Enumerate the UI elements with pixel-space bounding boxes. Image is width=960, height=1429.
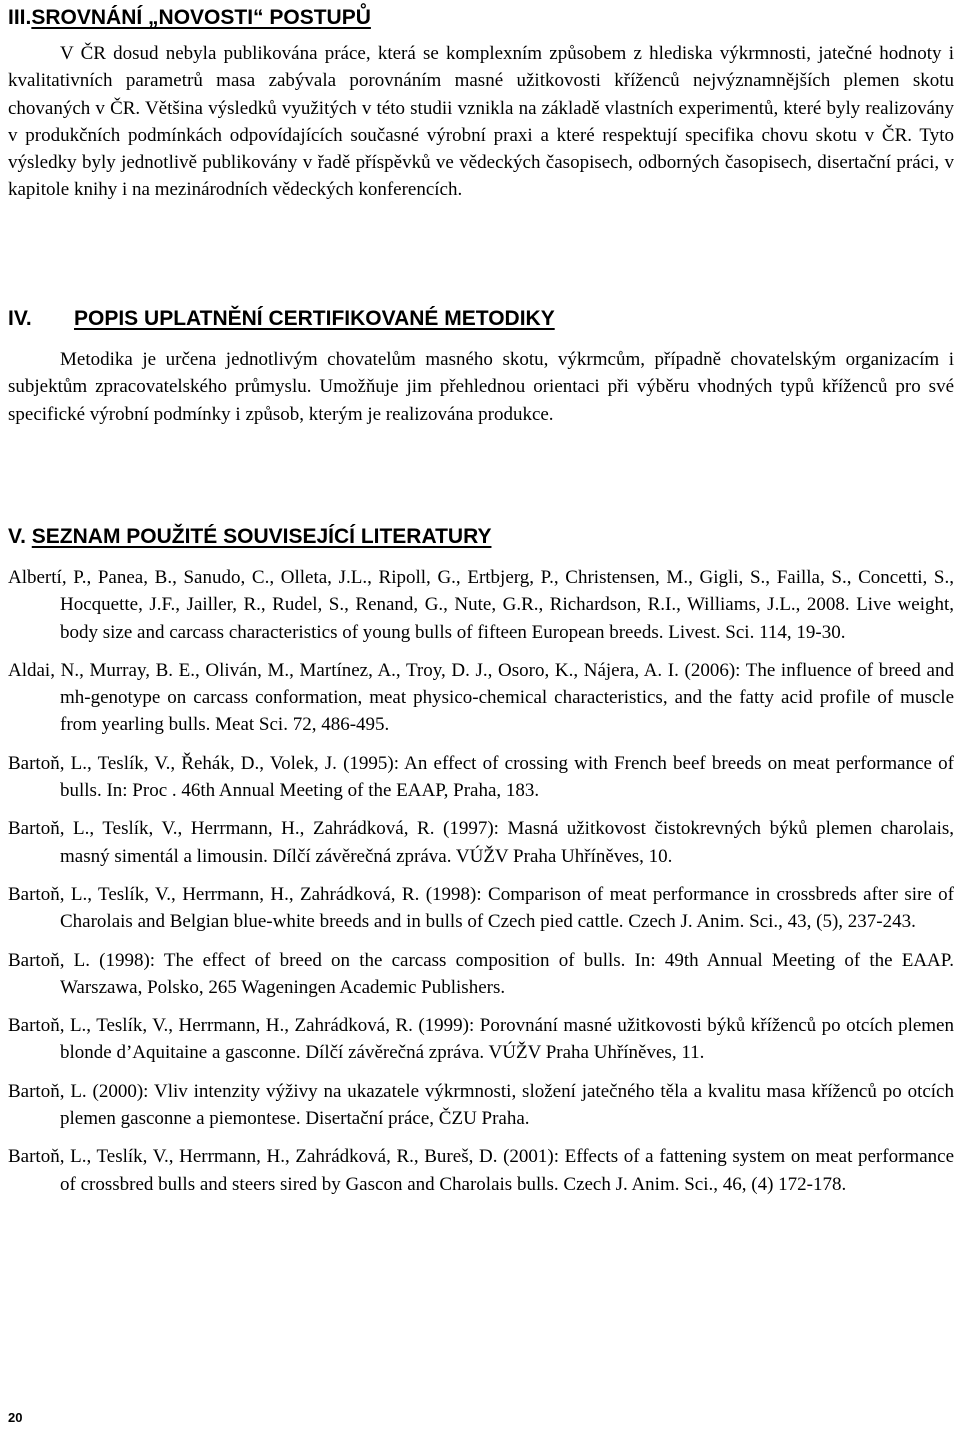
section-v-number: V. (8, 525, 26, 548)
reference-item: Bartoň, L., Teslík, V., Řehák, D., Volek, J. (1995): An effect of crossing with French beef breeds on meat performance of bulls. In: Proc . 46th Annual Meeting of the EAAP, Praha, 183. (8, 752, 954, 802)
section-iv-text: Metodika je určena jednotlivým chovatelům masného skotu, výkrmcům, případně chovatelským organizacím i subjektům zpracovatelského průmyslu. Umožňuje jim přehlednou orientaci při výběru vhodných typů kříženců pro své specifické výrobní podmínky i způsob, kterým je realizována produkce. (8, 349, 954, 425)
reference-item: Bartoň, L. (2000): Vliv intenzity výživy na ukazatele výkrmnosti, složení jatečného těla a kvalitu masa kříženců po otcích plemen gasconne a piemontese. Disertační práce, ČZU Praha. (8, 1080, 954, 1130)
section-iii-title: SROVNÁNÍ „NOVOSTI“ POSTUPŮ (31, 6, 371, 29)
reference-list (8, 564, 954, 1209)
reference-item: Bartoň, L., Teslík, V., Herrmann, H., Zahrádková, R. (1997): Masná užitkovost čistokrevných býků plemen charolais, masný simentál a limousin. Dílčí závěrečná zpráva. VÚŽV Praha Uhříněves, 10. (8, 818, 954, 867)
section-v-heading (8, 524, 491, 550)
section-iv-heading (8, 306, 555, 332)
section-iv-paragraph (8, 346, 954, 428)
reference-item: Albertí, P., Panea, B., Sanudo, C., Olleta, J.L., Ripoll, G., Ertbjerg, P., Christensen, M., Gigli, S., Failla, S., Concetti, S., Hocquette, J.F., Jailler, R., Rudel, S., Renand, G., Nute, G.R., Richardson, R.I., Williams, J.L., 2008. Live weight, body size and carcass characteristics of young bulls of fifteen European breeds. Livest. Sci. 114, 19-30. (8, 567, 954, 643)
reference-item: Bartoň, L., Teslík, V., Herrmann, H., Zahrádková, R. (1998): Comparison of meat performance in crossbreds after sire of Charolais and Belgian blue-white breeds and in bulls of Czech pied cattle. Czech J. Anim. Sci., 43, (5), 237-243. (8, 883, 954, 933)
section-iii-paragraph (8, 40, 954, 204)
reference-item: Aldai, N., Murray, B. E., Oliván, M., Martínez, A., Troy, D. J., Osoro, K., Nájera, A. I. (2006): The influence of breed and mh-genotype on carcass conformation, meat physico-chemical characteristics, and the fatty acid profile of muscle from yearling bulls. Meat Sci. 72, 486-495. (8, 659, 954, 736)
section-iii-number: III. (8, 6, 32, 29)
page-number: 20 (8, 1410, 23, 1425)
section-iii-heading (8, 5, 371, 31)
reference-item: Bartoň, L., Teslík, V., Herrmann, H., Zahrádková, R. (1999): Porovnání masné užitkovosti býků kříženců po otcích plemen blonde d’Aquitaine a gasconne. Dílčí závěrečná zpráva. VÚŽV Praha Uhříněves, 11. (8, 1015, 954, 1064)
section-v-title: SEZNAM POUŽITÉ SOUVISEJÍCÍ LITERATURY (31, 525, 492, 548)
section-iii-text: V ČR dosud nebyla publikována práce, která se komplexním způsobem z hlediska výkrmnosti, jatečné hodnoty i kvalitativních parametrů masa zabývala porovnáním masné užitkovosti kříženců nejvýznamnějších plemen skotu chovaných v ČR. Většina výsledků využitých v této studii vznikla na základě vlastních experimentů, které byly realizovány v produkčních podmínkách odpovídajících současné výrobní praxi a které respektují specifika chovu skotu v ČR. Tyto výsledky byly jednotlivě publikovány v řadě příspěvků ve vědeckých časopisech, odborných časopisech, disertační práci, v kapitole knihy i na mezinárodních vědeckých konferencích. (8, 43, 954, 201)
reference-item: Bartoň, L., Teslík, V., Herrmann, H., Zahrádková, R., Bureš, D. (2001): Effects of a fattening system on meat performance of crossbred bulls and steers sired by Gascon and Charolais bulls. Czech J. Anim. Sci., 46, (4) 172-178. (8, 1146, 954, 1195)
section-iv-number: IV. (8, 307, 32, 330)
reference-item: Bartoň, L. (1998): The effect of breed on the carcass composition of bulls. In: 49th Annual Meeting of the EAAP. Warszawa, Polsko, 265 Wageningen Academic Publishers. (8, 949, 954, 998)
section-iv-title: POPIS UPLATNĚNÍ CERTIFIKOVANÉ METODIKY (74, 307, 555, 330)
